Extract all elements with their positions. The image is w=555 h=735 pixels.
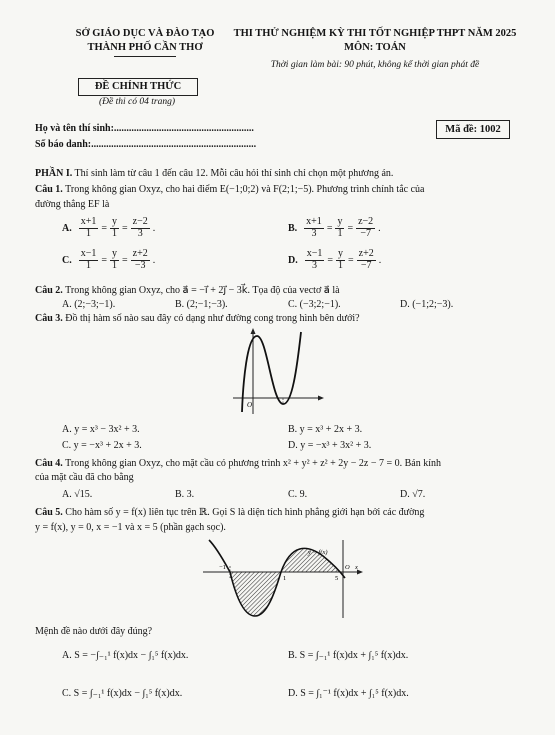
q3-option-b: B. y = x³ + 2x + 3. — [288, 424, 363, 435]
q4-option-d: D. √7. — [400, 489, 426, 500]
q1-text-line1 — [35, 184, 424, 195]
q4-stem-1 — [35, 458, 441, 469]
q2-option-b: B. (2;−1;−3). — [175, 299, 228, 310]
q2-stem — [35, 285, 340, 296]
cubic-curve — [242, 332, 301, 412]
q4-stem-2: của mặt cầu đã cho bằng — [35, 472, 134, 483]
option-end: . — [152, 222, 156, 234]
denominator: −7 — [360, 227, 371, 239]
denominator: 1 — [112, 259, 118, 271]
numerator: z+2 — [132, 248, 148, 259]
q2-option-a: A. (2;−3;−1). — [62, 299, 116, 310]
numerator: x−1 — [80, 248, 97, 259]
option-key: A. — [62, 222, 72, 234]
numerator: y — [112, 216, 118, 227]
q4-option-a: A. √15. — [62, 489, 93, 500]
numerator: y — [338, 248, 344, 259]
option-end: . — [378, 222, 381, 234]
candidate-id-field: .................................................................. — [91, 139, 257, 150]
q2-option-d: D. (−1;2;−3). — [400, 299, 454, 310]
candidate-name-field: ........................................................ — [113, 123, 254, 134]
exam-code-box: Mã đề: 1002 — [436, 120, 510, 139]
option-key: D. — [288, 254, 298, 266]
q3-stem — [35, 313, 360, 324]
q5-stem-1 — [35, 507, 424, 518]
q5-text-1: Cho hàm số y = f(x) liên tục trên ℝ. Gọi S là diện tích hình phẳng giới hạn bởi các đường — [65, 507, 425, 518]
numerator: x−1 — [306, 248, 323, 259]
q2-text: Trong không gian Oxyz, cho a⃗ = −i⃗ + 2j⃗ − 3k⃗. Tọa độ của vectơ a⃗ là — [65, 285, 340, 296]
tick-5: 5 — [335, 575, 339, 582]
q2-option-c: C. (−3;2;−1). — [288, 299, 341, 310]
q3-option-d: D. y = −x³ + 3x² + 3. — [288, 440, 372, 451]
subject-title: MÔN: TOÁN — [344, 42, 406, 53]
tick-neg1: −1 — [219, 564, 226, 571]
department-name: SỞ GIÁO DỤC VÀ ĐÀO TẠO — [75, 28, 215, 39]
q2-label: Câu 2. — [35, 285, 63, 296]
part1-title: PHẦN I. — [35, 168, 73, 179]
origin-label: O — [345, 564, 350, 571]
x-axis-arrow — [357, 570, 363, 575]
denominator: 1 — [337, 227, 343, 239]
candidate-name-label: Họ và tên thí sinh: — [35, 123, 114, 134]
denominator: 1 — [338, 259, 344, 271]
q1-stem-1: Trong không gian Oxyz, cho hai điểm E(−1;0;2) và F(2;1;−5). Phương trình chính tắc của — [65, 184, 425, 195]
denominator: 1 — [112, 227, 118, 239]
q3-option-a: A. y = x³ − 3x² + 3. — [62, 424, 140, 435]
candidate-id-line — [35, 139, 256, 150]
denominator: −3 — [134, 259, 146, 271]
tick-1: 1 — [283, 575, 287, 582]
q1-option-a: A. $\frac{x+1}{1}$ = $\frac{y}{1}$ = $\frac{z-2}{3}$ . — [62, 216, 156, 239]
denominator: 3 — [311, 227, 317, 239]
q3-label: Câu 3. — [35, 313, 63, 324]
y-axis-arrow — [251, 328, 256, 334]
numerator: z−2 — [132, 216, 148, 227]
option-key: C. — [62, 254, 72, 266]
q1-option-d: D. $\frac{x-1}{3}$ = $\frac{y}{1}$ = $\frac{z+2}{-7}$ . — [288, 248, 382, 271]
q5-option-c: C. S = ∫₋₁¹ f(x)dx − ∫₁⁵ f(x)dx. — [62, 688, 183, 699]
numerator: x+1 — [80, 216, 97, 227]
option-end: . — [378, 254, 382, 266]
page-count-note: (Đề thi có 04 trang) — [99, 97, 175, 107]
q3-cubic-graph — [225, 328, 325, 416]
q5-area-graph — [195, 538, 365, 620]
q5-prompt: Mệnh đề nào dưới đây đúng? — [35, 626, 153, 637]
q3-text: Đồ thị hàm số nào sau đây có dạng như đường cong trong hình bên dưới? — [65, 313, 360, 324]
option-end: . — [152, 254, 156, 266]
header-underline — [114, 56, 176, 57]
q5-option-d: D. S = ∫₁⁻¹ f(x)dx + ∫₁⁵ f(x)dx. — [288, 688, 409, 699]
denominator: 3 — [137, 227, 143, 239]
numerator: y — [337, 216, 343, 227]
q4-option-c: C. 9. — [288, 489, 308, 500]
q5-option-b: B. S = ∫₋₁¹ f(x)dx + ∫₁⁵ f(x)dx. — [288, 650, 409, 661]
official-exam-box: ĐỀ CHÍNH THỨC — [78, 78, 198, 96]
q5-stem-2: y = f(x), y = 0, x = −1 và x = 5 (phần gạch sọc). — [35, 522, 226, 533]
q5-label: Câu 5. — [35, 507, 63, 518]
candidate-name-line — [35, 123, 254, 134]
candidate-id-label: Số báo danh: — [35, 139, 92, 150]
q4-text-1: Trong không gian Oxyz, cho mặt cầu có phương trình x² + y² + z² + 2y − 2z − 7 = 0. Bán kính — [65, 458, 442, 469]
denominator: 3 — [312, 259, 318, 271]
q5-option-a: A. S = −∫₋₁¹ f(x)dx − ∫₁⁵ f(x)dx. — [62, 650, 189, 661]
q3-option-c: C. y = −x³ + 2x + 3. — [62, 440, 142, 451]
q4-option-b: B. 3. — [175, 489, 195, 500]
city-name: THÀNH PHỐ CẦN THƠ — [87, 42, 203, 53]
q1-option-b: B. $\frac{x+1}{3}$ = $\frac{y}{1}$ = $\frac{z-2}{-7}$ . — [288, 216, 381, 239]
denominator: −7 — [360, 259, 372, 271]
q1-option-c: C. $\frac{x-1}{1}$ = $\frac{y}{1}$ = $\frac{z+2}{-3}$ . — [62, 248, 156, 271]
graph-label: y = f(x) — [308, 549, 328, 556]
denominator: 1 — [86, 259, 92, 271]
x-axis-label: x — [355, 564, 358, 571]
numerator: y — [112, 248, 118, 259]
numerator: z−2 — [358, 216, 374, 227]
q4-label: Câu 4. — [35, 458, 63, 469]
origin-label: O — [247, 401, 253, 409]
x-axis-arrow — [318, 396, 324, 401]
time-allowed: Thời gian làm bài: 90 phút, không kể thời gian phát đề — [270, 60, 480, 70]
q1-label: Câu 1. — [35, 184, 63, 195]
numerator: x+1 — [306, 216, 322, 227]
denominator: 1 — [86, 227, 92, 239]
numerator: z+2 — [358, 248, 374, 259]
option-key: B. — [288, 222, 298, 234]
part1-instruction: Thí sinh làm từ câu 1 đến câu 12. Mỗi câu hỏi thí sinh chỉ chọn một phương án. — [72, 168, 394, 179]
exam-title: THI THỬ NGHIỆM KỲ THI TỐT NGHIỆP THPT NĂM 2025 — [233, 28, 517, 39]
part1-heading — [35, 168, 393, 179]
q1-stem-2: đường thẳng EF là — [35, 199, 110, 210]
